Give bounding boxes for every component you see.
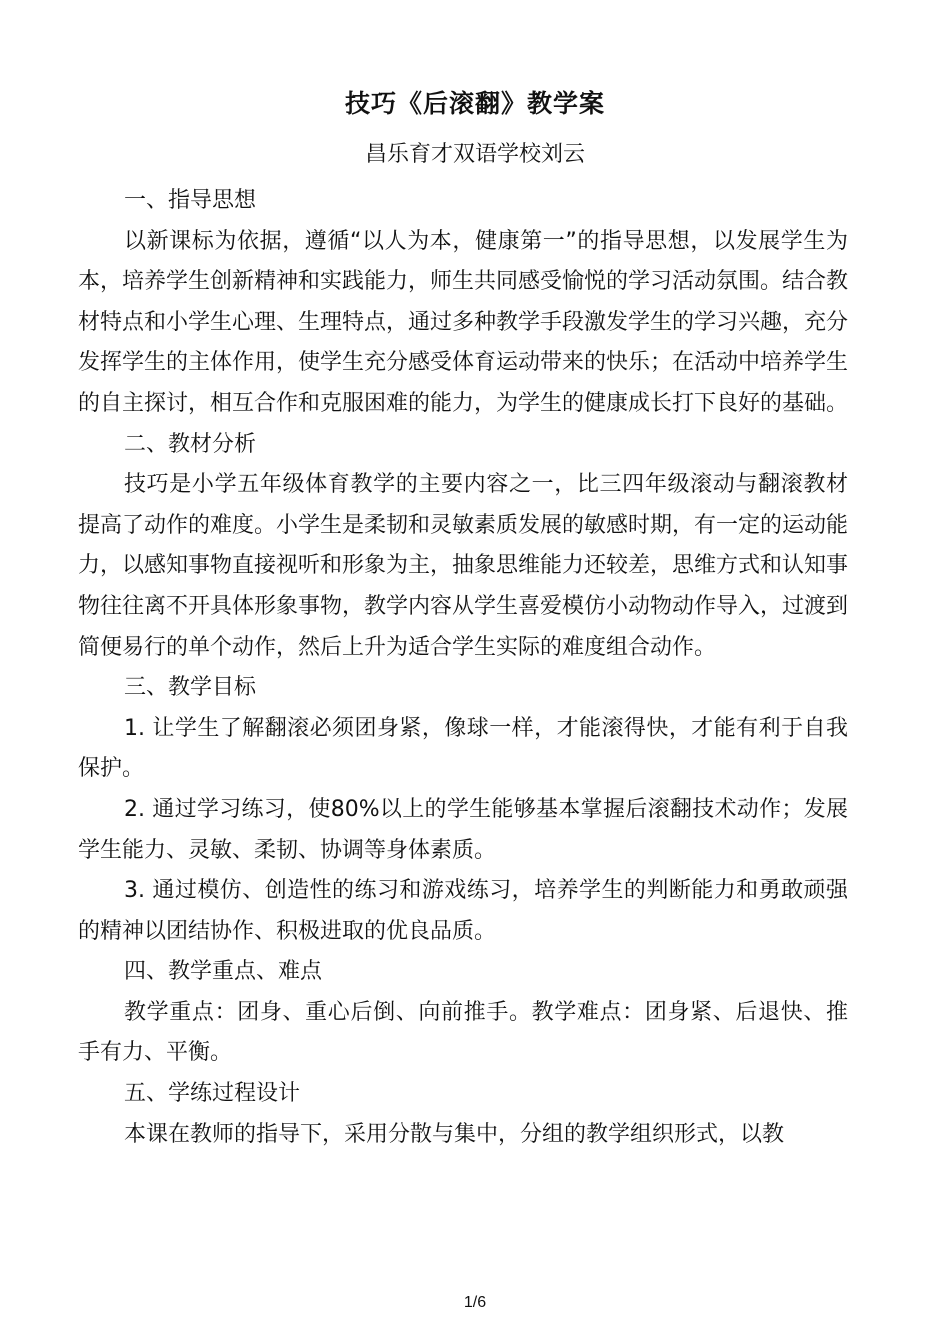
- paragraph-key-points: 教学重点：团身、重心后倒、向前推手。教学难点：团身紧、后退快、推手有力、平衡。: [78, 999, 848, 1066]
- section-heading-guiding-ideology: 一、指导思想: [124, 188, 257, 213]
- section-heading-material-analysis: 二、教材分析: [124, 431, 257, 457]
- paragraph-guiding-ideology: 以新课标为依据，遵循“以人为本，健康第一”的指导思想，以发展学生为本，培养学生创新精神和实践能力，师生共同感受愉悦的学习活动氛围。结合教材特点和小学生心理、生理特点，通过多种教学手段激发学生的学习兴趣，充分发挥学生的主体作用，使学生充分感受体育运动带来的快乐；在活动中培养学生的自主探讨，相互合作和克服困难的能力，为学生的健康成长打下良好的基础。: [78, 228, 849, 416]
- paragraph-goal-2: 2. 通过学习练习，使80%以上的学生能够基本掌握后滚翻技术动作；发展学生能力、灵敏、柔韧、协调等身体素质。: [78, 796, 848, 863]
- paragraph-goal-1: 1. 让学生了解翻滚必须团身紧，像球一样，才能滚得快，才能有利于自我保护。: [78, 715, 848, 782]
- document-body: [78, 181, 848, 1155]
- paragraph-material-analysis: 技巧是小学五年级体育教学的主要内容之一，比三四年级滚动与翻滚教材提高了动作的难度。小学生是柔韧和灵敏素质发展的敏感时期，有一定的运动能力，以感知事物直接视听和形象为主，抽象思维能力还较差，思维方式和认知事物往往离不开具体形象事物，教学内容从学生喜爱模仿小动物动作导入，过渡到简便易行的单个动作，然后上升为适合学生实际的难度组合动作。: [78, 472, 849, 660]
- section-heading-process-design: 五、学练过程设计: [124, 1081, 301, 1107]
- page-number: 1/6: [463, 1294, 487, 1311]
- paragraph-goal-3: 3. 通过模仿、创造性的练习和游戏练习，培养学生的判断能力和勇敢顽强的精神以团结协作、积极进取的优良品质。: [78, 878, 848, 944]
- paragraph-process-design: 本课在教师的指导下，采用分散与集中，分组的教学组织形式，以教: [124, 1121, 785, 1147]
- document-author: 昌乐育才双语学校刘云: [364, 142, 585, 167]
- document-title: 技巧《后滚翻》教学案: [344, 89, 605, 118]
- section-heading-teaching-goals: 三、教学目标: [124, 675, 257, 701]
- section-heading-key-points: 四、教学重点、难点: [124, 959, 323, 985]
